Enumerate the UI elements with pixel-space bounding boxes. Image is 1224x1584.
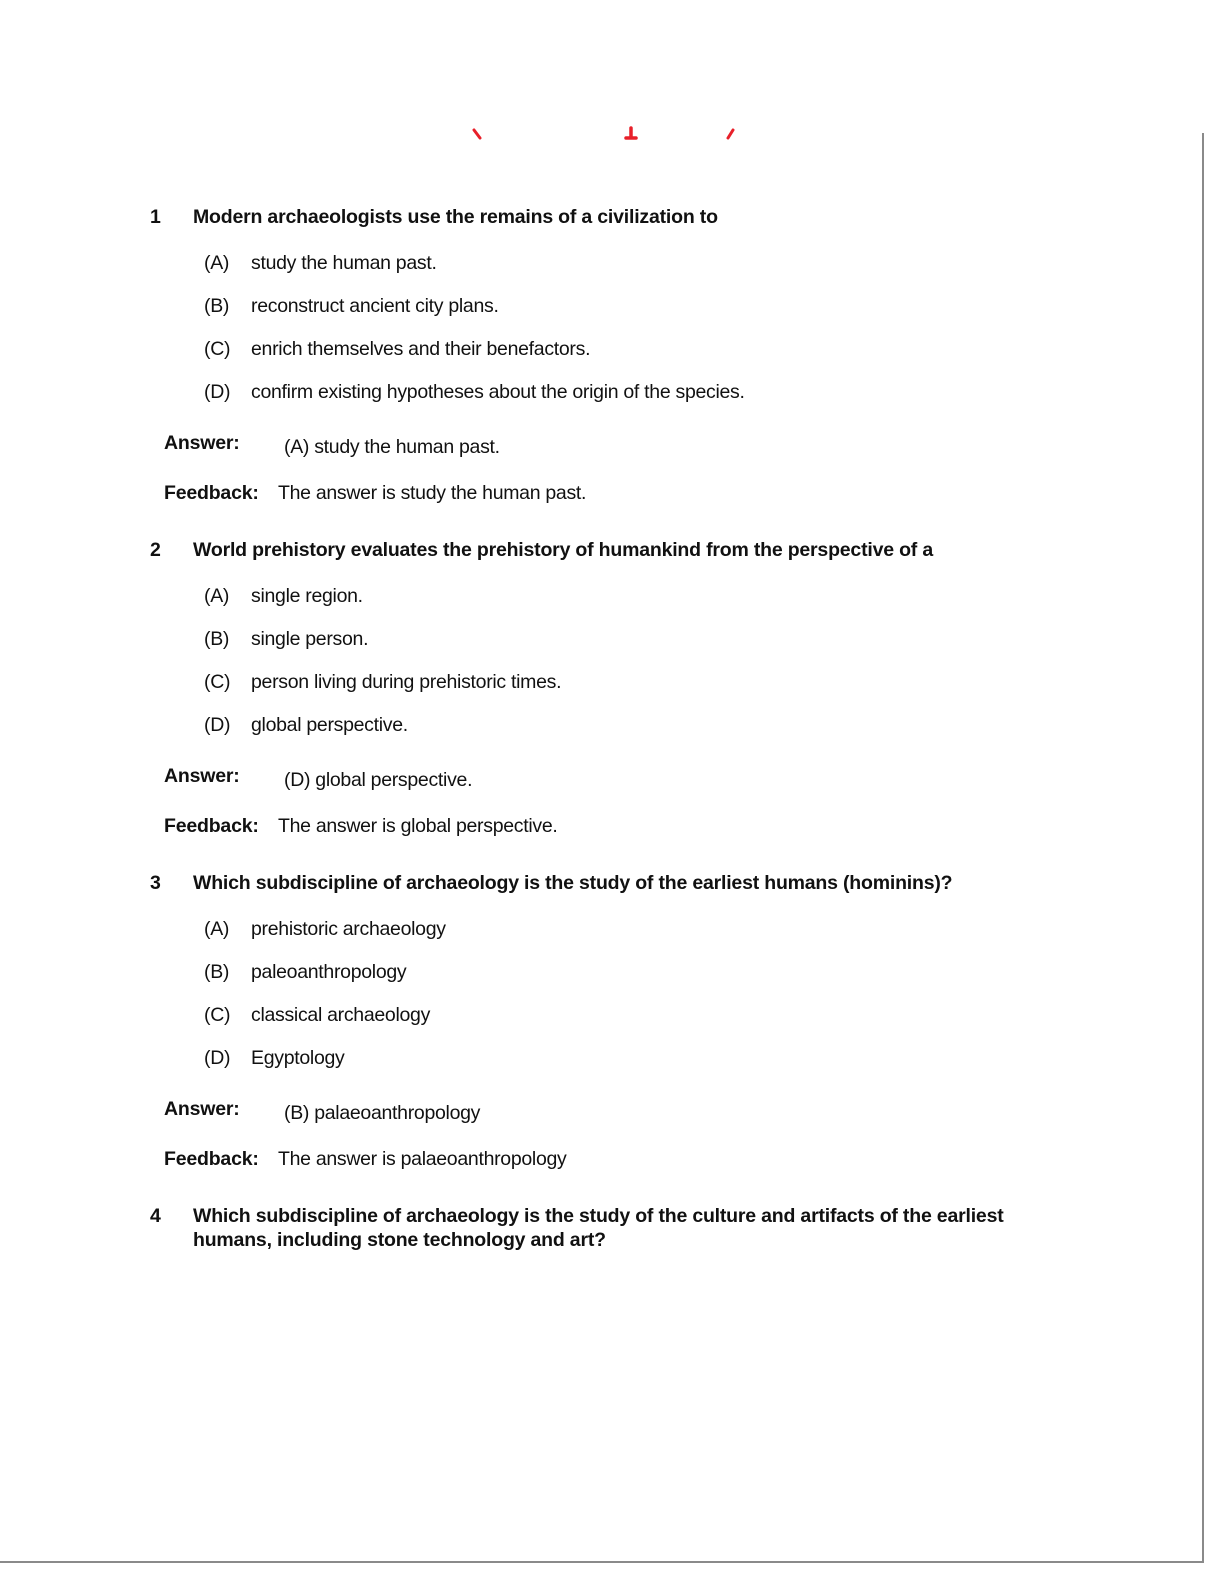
- option-list: [204, 251, 1070, 423]
- header-mark-left: [474, 130, 480, 138]
- option-c: [204, 337, 1070, 380]
- feedback-value: The answer is palaeoanthropology: [278, 1148, 567, 1170]
- question-heading: [150, 1204, 1070, 1252]
- option-d: [204, 713, 1070, 756]
- answer-value: (B) palaeoanthropology: [284, 1102, 481, 1124]
- answer-row: [164, 1097, 1070, 1124]
- feedback-value: The answer is global perspective.: [278, 815, 558, 837]
- answer-value: (A) study the human past.: [284, 436, 500, 458]
- option-letter: (B): [204, 628, 230, 650]
- option-text: person living during prehistoric times.: [251, 671, 562, 693]
- option-b: [204, 627, 1070, 670]
- option-list: [204, 917, 1070, 1089]
- option-text: study the human past.: [251, 252, 437, 274]
- option-text: classical archaeology: [251, 1004, 431, 1026]
- option-text: reconstruct ancient city plans.: [251, 295, 499, 317]
- option-text: enrich themselves and their benefactors.: [251, 338, 591, 360]
- feedback-row: [164, 481, 1070, 505]
- option-a: [204, 917, 1070, 960]
- feedback-row: [164, 814, 1070, 838]
- question-text: World prehistory evaluates the prehistory of humankind from the perspective of a: [193, 539, 933, 561]
- question-heading: [150, 871, 1070, 895]
- option-text: global perspective.: [251, 714, 408, 736]
- header-mark-right: [728, 130, 733, 138]
- feedback-label: Feedback:: [164, 482, 259, 504]
- option-letter: (D): [204, 714, 231, 736]
- question-number: 1: [150, 206, 161, 228]
- question-1: [150, 205, 1070, 505]
- question-heading: [150, 205, 1070, 229]
- answer-row: [164, 764, 1070, 791]
- feedback-label: Feedback:: [164, 1148, 259, 1170]
- option-text: confirm existing hypotheses about the origin of the species.: [251, 381, 745, 403]
- answer-row: [164, 431, 1070, 458]
- option-letter: (A): [204, 918, 230, 940]
- question-3: [150, 871, 1070, 1171]
- option-letter: (C): [204, 338, 231, 360]
- question-2: [150, 538, 1070, 838]
- answer-label: Answer:: [164, 432, 240, 454]
- option-text: single region.: [251, 585, 363, 607]
- option-letter: (D): [204, 381, 231, 403]
- feedback-value: The answer is study the human past.: [278, 482, 587, 504]
- option-letter: (A): [204, 585, 230, 607]
- question-number: 3: [150, 872, 161, 894]
- option-a: [204, 251, 1070, 294]
- question-number: 2: [150, 539, 161, 561]
- question-text: Modern archaeologists use the remains of a civilization to: [193, 206, 718, 228]
- option-text: paleoanthropology: [251, 961, 407, 983]
- answer-label: Answer:: [164, 765, 240, 787]
- option-letter: (B): [204, 961, 230, 983]
- question-heading: [150, 538, 1070, 562]
- question-text: Which subdiscipline of archaeology is the study of the culture and artifacts of the earliest humans, including stone technology and art?: [193, 1205, 1004, 1251]
- option-letter: (B): [204, 295, 230, 317]
- question-4: [150, 1204, 1070, 1252]
- option-letter: (A): [204, 252, 230, 274]
- cropped-header-marks: [460, 126, 750, 146]
- option-list: [204, 584, 1070, 756]
- option-text: prehistoric archaeology: [251, 918, 446, 940]
- option-b: [204, 294, 1070, 337]
- question-text: Which subdiscipline of archaeology is the study of the earliest humans (hominins)?: [193, 872, 953, 894]
- answer-value: (D) global perspective.: [284, 769, 473, 791]
- option-b: [204, 960, 1070, 1003]
- option-letter: (D): [204, 1047, 231, 1069]
- answer-label: Answer:: [164, 1098, 240, 1120]
- option-text: Egyptology: [251, 1047, 345, 1069]
- option-letter: (C): [204, 671, 231, 693]
- option-d: [204, 380, 1070, 423]
- option-letter: (C): [204, 1004, 231, 1026]
- option-a: [204, 584, 1070, 627]
- option-c: [204, 1003, 1070, 1046]
- quiz-content: [150, 205, 1070, 1252]
- header-mark-center: [626, 128, 636, 138]
- feedback-row: [164, 1147, 1070, 1171]
- feedback-label: Feedback:: [164, 815, 259, 837]
- option-c: [204, 670, 1070, 713]
- option-d: [204, 1046, 1070, 1089]
- question-number: 4: [150, 1205, 161, 1227]
- option-text: single person.: [251, 628, 369, 650]
